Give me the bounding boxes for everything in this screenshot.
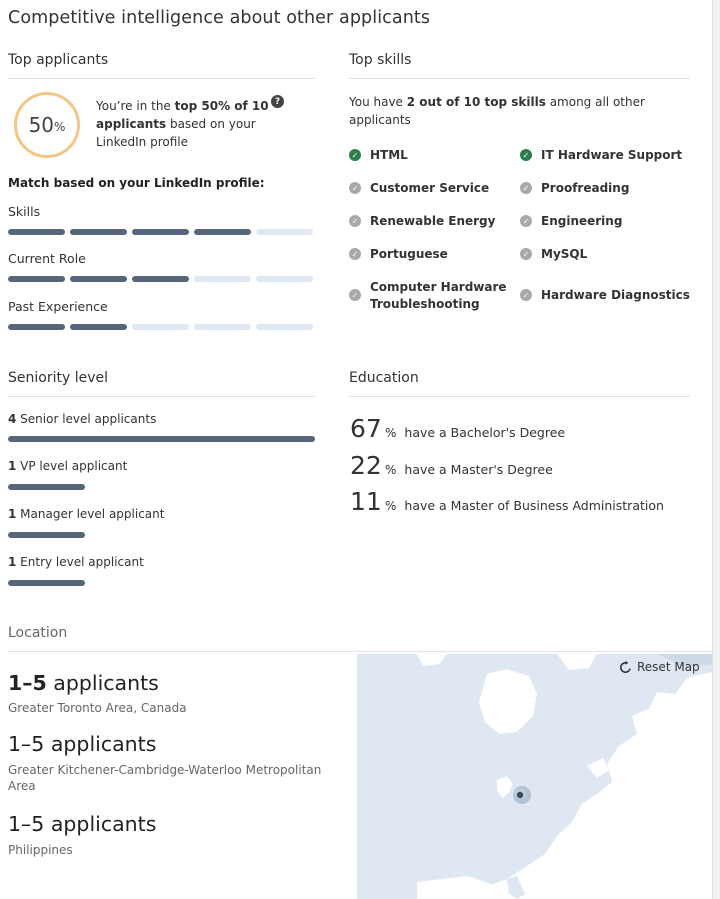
skill-item: ✓ Renewable Energy — [349, 213, 495, 230]
check-circle-icon: ✓ — [520, 215, 532, 227]
bar-segment-filled — [8, 276, 65, 282]
question-circle-icon[interactable]: ? — [271, 95, 284, 108]
location-count: 1–5 applicants — [8, 812, 157, 836]
seniority-bar — [8, 436, 315, 442]
rank-description: You’re in the top 50% of 10 applicants based on your LinkedIn profile — [96, 99, 269, 149]
refresh-icon — [619, 661, 632, 674]
education-row: 22 % have a Master's Degree — [350, 451, 553, 480]
seniority-bar — [8, 532, 85, 538]
check-circle-icon: ✓ — [349, 215, 361, 227]
bar-segment-filled — [70, 229, 127, 235]
bar-segment-filled — [194, 229, 251, 235]
percentile-value: 50 — [28, 113, 55, 137]
seniority-bar — [8, 580, 85, 586]
education-row: 11 % have a Master of Business Administration — [350, 487, 664, 516]
skill-item: ✓ Customer Service — [349, 180, 489, 197]
bar-segment-filled — [132, 276, 189, 282]
skill-item: ✓ Engineering — [520, 213, 622, 230]
percentile-sign: % — [54, 120, 66, 134]
check-circle-icon: ✓ — [520, 248, 532, 260]
seniority-label: 4 Senior level applicants — [8, 412, 157, 426]
bar-segment-empty — [256, 276, 313, 282]
skill-item: ✓ Hardware Diagnostics — [520, 287, 690, 304]
bar-segment-filled — [70, 276, 127, 282]
location-place: Greater Toronto Area, Canada — [8, 701, 187, 715]
check-circle-icon: ✓ — [349, 289, 361, 301]
location-place: Philippines — [8, 843, 73, 857]
seniority-label: 1 Manager level applicant — [8, 507, 165, 521]
skill-item: ✓ Computer Hardware Troubleshooting — [349, 279, 509, 313]
skills-summary-bold: 2 out of 10 top skills — [406, 95, 546, 109]
seniority-bar — [8, 484, 85, 490]
check-circle-icon: ✓ — [349, 248, 361, 260]
rank-bold: top 50% of 10 applicants — [96, 99, 269, 131]
match-label: Match based on your LinkedIn profile: — [8, 176, 265, 190]
skill-item: ✓ Proofreading — [520, 180, 629, 197]
match-bar-past-experience — [8, 324, 313, 330]
match-bar-label: Current Role — [8, 251, 86, 266]
map-graphic[interactable] — [357, 654, 712, 899]
education-row: 67 % have a Bachelor's Degree — [350, 414, 566, 443]
bar-segment-filled — [132, 229, 189, 235]
scrollbar-track[interactable] — [712, 0, 720, 899]
reset-map-label: Reset Map — [637, 660, 700, 674]
seniority-label: 1 Entry level applicant — [8, 555, 144, 569]
bar-segment-empty — [256, 324, 313, 330]
seniority-heading: Seniority level — [8, 370, 315, 397]
check-circle-icon: ✓ — [520, 182, 532, 194]
location-heading: Location — [8, 625, 712, 652]
top-applicants-heading: Top applicants — [8, 52, 315, 79]
skill-item: ✓ HTML — [349, 147, 408, 164]
map-land-florida — [507, 876, 525, 899]
bar-segment-filled — [70, 324, 127, 330]
seniority-label: 1 VP level applicant — [8, 459, 128, 473]
bar-segment-empty — [132, 324, 189, 330]
reset-map-button[interactable] — [619, 660, 700, 674]
top-skills-heading: Top skills — [349, 52, 690, 79]
match-bar-label: Skills — [8, 204, 41, 219]
skill-item: ✓ MySQL — [520, 246, 587, 263]
skill-item: ✓ IT Hardware Support — [520, 147, 682, 164]
match-bar-label: Past Experience — [8, 299, 108, 314]
percentile-ring — [14, 92, 80, 158]
check-circle-icon: ✓ — [349, 182, 361, 194]
location-place: Greater Kitchener-Cambridge-Waterloo Metropolitan Area — [8, 763, 322, 793]
bar-segment-empty — [256, 229, 313, 235]
location-map[interactable] — [357, 654, 712, 899]
bar-segment-empty — [194, 324, 251, 330]
skill-item: ✓ Portuguese — [349, 246, 448, 263]
match-bar-skills — [8, 229, 313, 235]
skills-summary: You have 2 out of 10 top skills among all other applicants — [349, 95, 645, 127]
check-circle-icon: ✓ — [520, 289, 532, 301]
education-heading: Education — [349, 370, 690, 397]
location-count: 1–5 applicants — [8, 732, 157, 756]
match-bar-current-role — [8, 276, 313, 282]
bar-segment-filled — [8, 229, 65, 235]
map-pin — [517, 792, 523, 798]
page-title: Competitive intelligence about other applicants — [8, 8, 431, 28]
bar-segment-empty — [194, 276, 251, 282]
check-circle-icon: ✓ — [520, 149, 532, 161]
check-circle-icon: ✓ — [349, 149, 361, 161]
location-count: 1–5 applicants — [8, 671, 159, 695]
bar-segment-filled — [8, 324, 65, 330]
